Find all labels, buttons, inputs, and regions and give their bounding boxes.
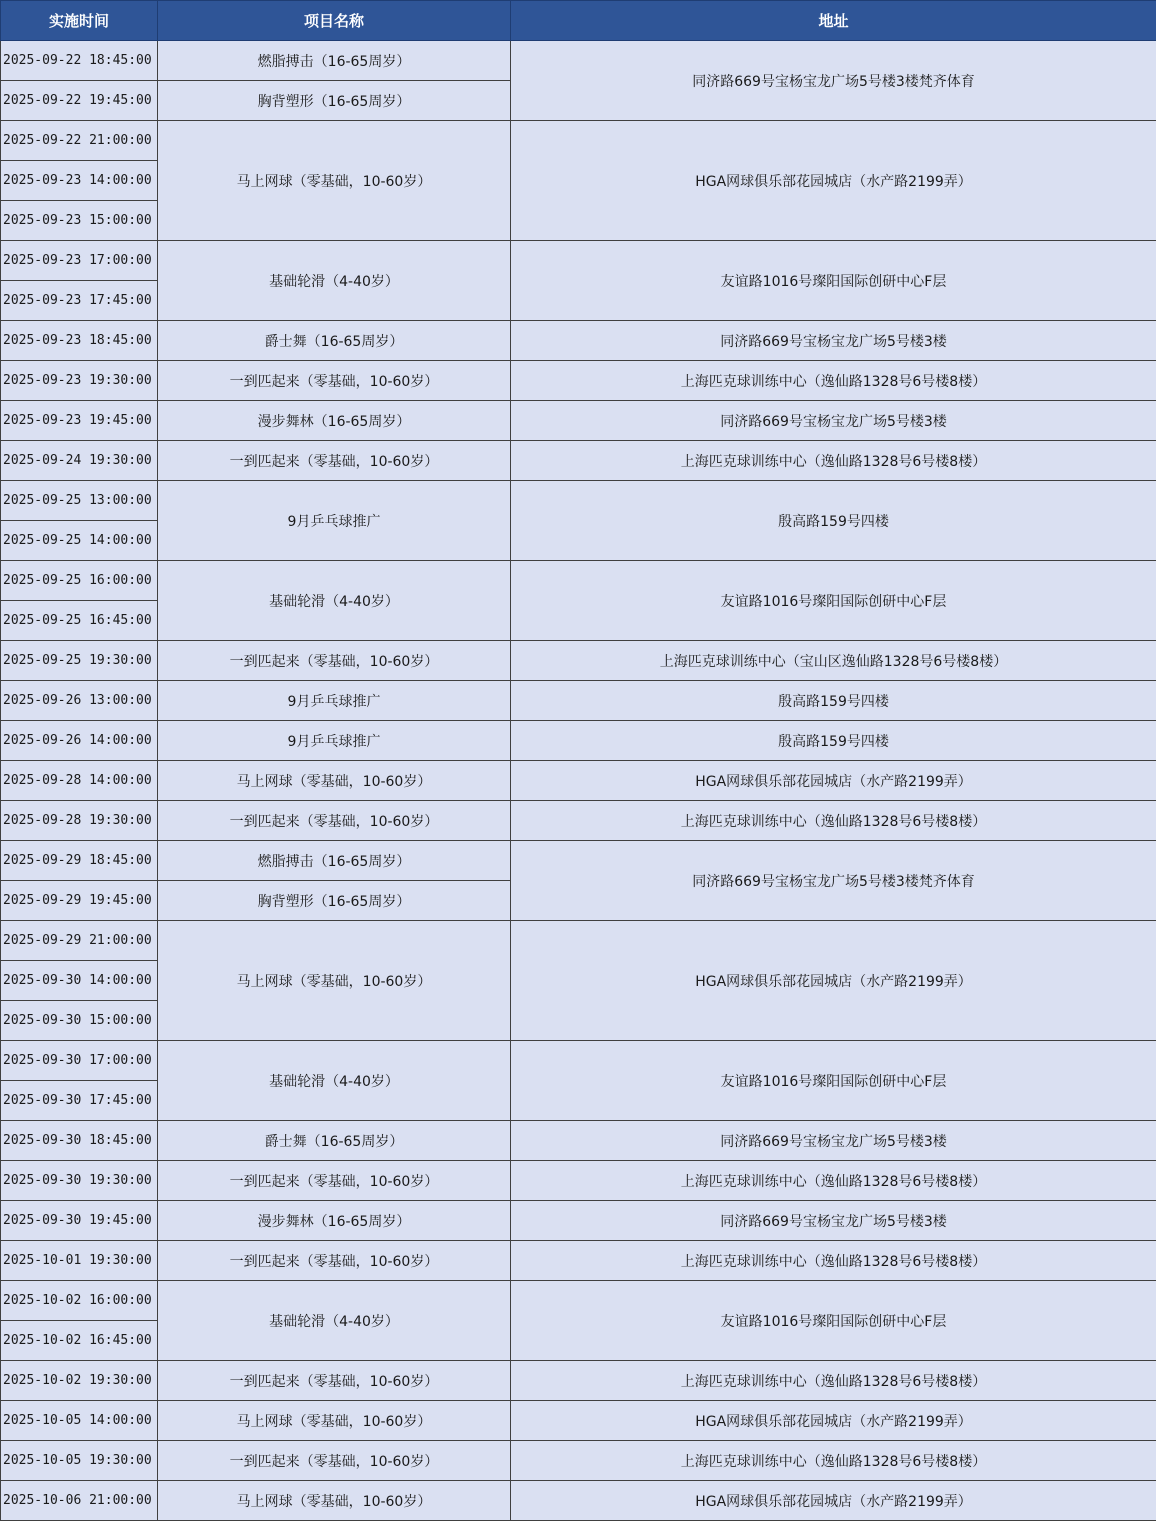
table-row: [1, 41, 1156, 81]
time-cell: 2025-09-23 17:45:00: [1, 281, 158, 321]
time-cell: 2025-09-30 19:30:00: [1, 1161, 158, 1201]
project-name-cell: 基础轮滑（4-40岁）: [158, 561, 511, 641]
project-name-cell: 马上网球（零基础，10-60岁）: [158, 121, 511, 241]
project-name-cell: 一到匹起来（零基础，10-60岁）: [158, 1241, 511, 1281]
table-row: [1, 1401, 1156, 1441]
time-cell: 2025-09-26 14:00:00: [1, 721, 158, 761]
table-row: [1, 681, 1156, 721]
time-cell: 2025-09-25 16:45:00: [1, 601, 158, 641]
time-cell: 2025-09-23 14:00:00: [1, 161, 158, 201]
project-name-cell: 马上网球（零基础，10-60岁）: [158, 1481, 511, 1521]
project-name-cell: 马上网球（零基础，10-60岁）: [158, 1401, 511, 1441]
header-address: 地址: [511, 1, 1156, 41]
project-name-cell: 基础轮滑（4-40岁）: [158, 1041, 511, 1121]
table-row: [1, 121, 1156, 161]
project-name-cell: 一到匹起来（零基础，10-60岁）: [158, 1441, 511, 1481]
table-row: [1, 761, 1156, 801]
address-cell: 友谊路1016号璨阳国际创研中心F层: [511, 241, 1156, 321]
table-row: [1, 1441, 1156, 1481]
time-cell: 2025-09-23 19:30:00: [1, 361, 158, 401]
table-row: [1, 1361, 1156, 1401]
address-cell: HGA网球俱乐部花园城店（水产路2199弄）: [511, 761, 1156, 801]
table-row: [1, 361, 1156, 401]
address-cell: 上海匹克球训练中心（逸仙路1328号6号楼8楼）: [511, 1361, 1156, 1401]
time-cell: 2025-09-26 13:00:00: [1, 681, 158, 721]
table-row: [1, 1041, 1156, 1081]
project-name-cell: 胸背塑形（16-65周岁）: [158, 881, 511, 921]
project-name-cell: 马上网球（零基础，10-60岁）: [158, 921, 511, 1041]
header-row: [1, 1, 1156, 41]
project-name-cell: 9月乒乓球推广: [158, 481, 511, 561]
table-row: [1, 1161, 1156, 1201]
project-name-cell: 燃脂搏击（16-65周岁）: [158, 841, 511, 881]
time-cell: 2025-09-25 19:30:00: [1, 641, 158, 681]
table-row: [1, 641, 1156, 681]
table-row: [1, 921, 1156, 961]
table-row: [1, 441, 1156, 481]
project-name-cell: 基础轮滑（4-40岁）: [158, 241, 511, 321]
time-cell: 2025-09-23 17:00:00: [1, 241, 158, 281]
time-cell: 2025-09-28 14:00:00: [1, 761, 158, 801]
time-cell: 2025-09-23 15:00:00: [1, 201, 158, 241]
table-row: [1, 721, 1156, 761]
address-cell: 同济路669号宝杨宝龙广场5号楼3楼: [511, 321, 1156, 361]
table-row: [1, 1241, 1156, 1281]
time-cell: 2025-09-24 19:30:00: [1, 441, 158, 481]
project-name-cell: 9月乒乓球推广: [158, 721, 511, 761]
time-cell: 2025-09-30 18:45:00: [1, 1121, 158, 1161]
address-cell: 殷高路159号四楼: [511, 481, 1156, 561]
table-row: [1, 481, 1156, 521]
project-name-cell: 一到匹起来（零基础，10-60岁）: [158, 1361, 511, 1401]
project-name-cell: 一到匹起来（零基础，10-60岁）: [158, 801, 511, 841]
table-row: [1, 1481, 1156, 1521]
address-cell: 友谊路1016号璨阳国际创研中心F层: [511, 561, 1156, 641]
time-cell: 2025-09-23 18:45:00: [1, 321, 158, 361]
time-cell: 2025-09-28 19:30:00: [1, 801, 158, 841]
time-cell: 2025-10-02 19:30:00: [1, 1361, 158, 1401]
address-cell: 上海匹克球训练中心（逸仙路1328号6号楼8楼）: [511, 1441, 1156, 1481]
time-cell: 2025-09-29 21:00:00: [1, 921, 158, 961]
time-cell: 2025-09-29 18:45:00: [1, 841, 158, 881]
address-cell: 上海匹克球训练中心（逸仙路1328号6号楼8楼）: [511, 1161, 1156, 1201]
time-cell: 2025-09-29 19:45:00: [1, 881, 158, 921]
time-cell: 2025-09-25 13:00:00: [1, 481, 158, 521]
address-cell: 同济路669号宝杨宝龙广场5号楼3楼梵齐体育: [511, 841, 1156, 921]
table-row: [1, 1121, 1156, 1161]
table-row: [1, 841, 1156, 881]
table-row: [1, 561, 1156, 601]
project-name-cell: 一到匹起来（零基础，10-60岁）: [158, 641, 511, 681]
time-cell: 2025-09-30 19:45:00: [1, 1201, 158, 1241]
time-cell: 2025-09-30 17:00:00: [1, 1041, 158, 1081]
project-name-cell: 漫步舞林（16-65周岁）: [158, 1201, 511, 1241]
time-cell: 2025-09-23 19:45:00: [1, 401, 158, 441]
address-cell: HGA网球俱乐部花园城店（水产路2199弄）: [511, 1401, 1156, 1441]
time-cell: 2025-09-22 19:45:00: [1, 81, 158, 121]
time-cell: 2025-09-30 15:00:00: [1, 1001, 158, 1041]
time-cell: 2025-10-05 19:30:00: [1, 1441, 158, 1481]
table-row: [1, 801, 1156, 841]
table-row: [1, 1281, 1156, 1321]
address-cell: 殷高路159号四楼: [511, 681, 1156, 721]
schedule-body: [1, 41, 1156, 1521]
project-name-cell: 一到匹起来（零基础，10-60岁）: [158, 1161, 511, 1201]
time-cell: 2025-10-01 19:30:00: [1, 1241, 158, 1281]
address-cell: 上海匹克球训练中心（宝山区逸仙路1328号6号楼8楼）: [511, 641, 1156, 681]
time-cell: 2025-10-02 16:00:00: [1, 1281, 158, 1321]
project-name-cell: 基础轮滑（4-40岁）: [158, 1281, 511, 1361]
address-cell: 上海匹克球训练中心（逸仙路1328号6号楼8楼）: [511, 1241, 1156, 1281]
address-cell: HGA网球俱乐部花园城店（水产路2199弄）: [511, 921, 1156, 1041]
project-name-cell: 一到匹起来（零基础，10-60岁）: [158, 361, 511, 401]
table-row: [1, 1201, 1156, 1241]
header-time: 实施时间: [1, 1, 158, 41]
time-cell: 2025-10-05 14:00:00: [1, 1401, 158, 1441]
project-name-cell: 9月乒乓球推广: [158, 681, 511, 721]
time-cell: 2025-09-25 14:00:00: [1, 521, 158, 561]
time-cell: 2025-09-25 16:00:00: [1, 561, 158, 601]
address-cell: 同济路669号宝杨宝龙广场5号楼3楼: [511, 1201, 1156, 1241]
address-cell: 上海匹克球训练中心（逸仙路1328号6号楼8楼）: [511, 441, 1156, 481]
time-cell: 2025-09-22 18:45:00: [1, 41, 158, 81]
address-cell: 上海匹克球训练中心（逸仙路1328号6号楼8楼）: [511, 801, 1156, 841]
project-name-cell: 燃脂搏击（16-65周岁）: [158, 41, 511, 81]
time-cell: 2025-10-02 16:45:00: [1, 1321, 158, 1361]
address-cell: 同济路669号宝杨宝龙广场5号楼3楼梵齐体育: [511, 41, 1156, 121]
table-row: [1, 241, 1156, 281]
address-cell: 友谊路1016号璨阳国际创研中心F层: [511, 1041, 1156, 1121]
table-row: [1, 401, 1156, 441]
table-row: [1, 321, 1156, 361]
address-cell: 同济路669号宝杨宝龙广场5号楼3楼: [511, 401, 1156, 441]
time-cell: 2025-10-06 21:00:00: [1, 1481, 158, 1521]
time-cell: 2025-09-22 21:00:00: [1, 121, 158, 161]
address-cell: 友谊路1016号璨阳国际创研中心F层: [511, 1281, 1156, 1361]
time-cell: 2025-09-30 17:45:00: [1, 1081, 158, 1121]
project-name-cell: 爵士舞（16-65周岁）: [158, 1121, 511, 1161]
time-cell: 2025-09-30 14:00:00: [1, 961, 158, 1001]
address-cell: 上海匹克球训练中心（逸仙路1328号6号楼8楼）: [511, 361, 1156, 401]
project-name-cell: 一到匹起来（零基础，10-60岁）: [158, 441, 511, 481]
address-cell: HGA网球俱乐部花园城店（水产路2199弄）: [511, 121, 1156, 241]
header-project-name: 项目名称: [158, 1, 511, 41]
project-name-cell: 马上网球（零基础，10-60岁）: [158, 761, 511, 801]
project-name-cell: 胸背塑形（16-65周岁）: [158, 81, 511, 121]
address-cell: 同济路669号宝杨宝龙广场5号楼3楼: [511, 1121, 1156, 1161]
address-cell: HGA网球俱乐部花园城店（水产路2199弄）: [511, 1481, 1156, 1521]
project-name-cell: 漫步舞林（16-65周岁）: [158, 401, 511, 441]
address-cell: 殷高路159号四楼: [511, 721, 1156, 761]
project-name-cell: 爵士舞（16-65周岁）: [158, 321, 511, 361]
